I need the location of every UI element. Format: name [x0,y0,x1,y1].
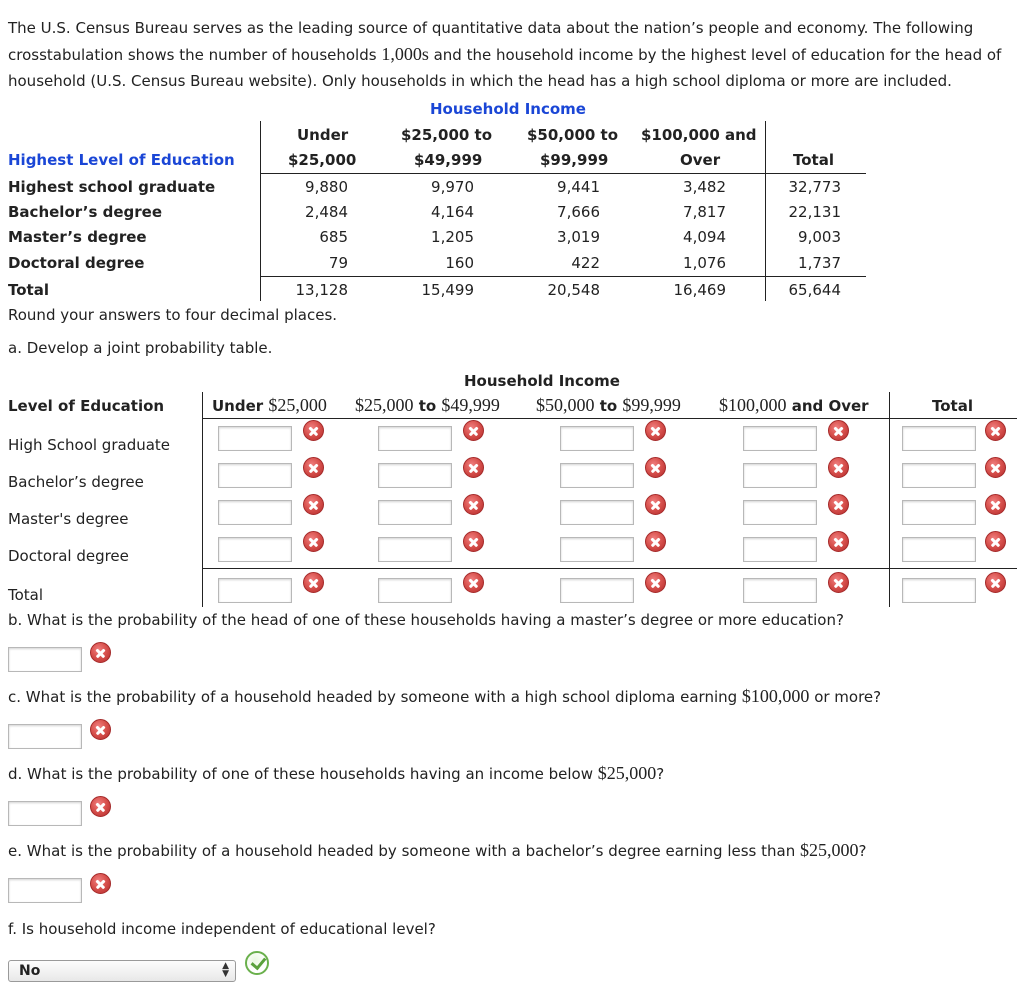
row-label: Master’s degree [8,228,147,246]
incorrect-icon [303,494,324,515]
part-b-input[interactable] [8,647,82,672]
crosstab-super-header: Household Income [430,100,586,118]
col-header: $50,000 to [527,126,619,144]
incorrect-icon [828,531,849,552]
cell: 1,076 [683,254,726,272]
cell: 3,482 [683,178,726,196]
col-header: $25,000 [288,151,357,169]
incorrect-icon [645,457,666,478]
incorrect-icon [985,494,1006,515]
cell: 22,131 [788,203,841,221]
answer-input[interactable] [902,578,976,603]
answer-input[interactable] [743,463,817,488]
answer-input[interactable] [218,537,292,562]
answer-input[interactable] [902,537,976,562]
cell: 7,817 [683,203,726,221]
cell: 422 [571,254,600,272]
cell: 79 [328,254,348,272]
joint-col-header-total: Total [932,397,973,415]
round-note: Round your answers to four decimal places. [8,306,338,324]
part-f-prompt: f. Is household income independent of educational level? [8,920,436,938]
answer-input[interactable] [218,578,292,603]
col-header: Total [793,151,834,169]
joint-row-label: Doctoral degree [8,547,129,565]
answer-input[interactable] [743,500,817,525]
col-header: $100,000 and [641,126,757,144]
answer-input[interactable] [743,426,817,451]
incorrect-icon [303,420,324,441]
joint-super-header: Household Income [464,372,620,390]
cell: 16,469 [673,281,726,299]
row-label: Highest school graduate [8,178,216,196]
cell: 32,773 [788,178,841,196]
cell: 2,484 [305,203,348,221]
incorrect-icon [90,719,111,740]
incorrect-icon [90,796,111,817]
incorrect-icon [303,531,324,552]
incorrect-icon [463,531,484,552]
crosstab-row-header: Highest Level of Education [8,151,235,169]
cell: 9,441 [557,178,600,196]
cell: 160 [445,254,474,272]
joint-col-header-4: $100,000 and Over [719,395,869,415]
incorrect-icon [90,873,111,894]
joint-row-label: Bachelor’s degree [8,473,144,491]
select-value: No [19,963,41,979]
incorrect-icon [985,531,1006,552]
joint-col-header-3: $50,000 to $99,999 [536,395,681,415]
col-header: $49,999 [414,151,483,169]
incorrect-icon [303,457,324,478]
incorrect-icon [828,457,849,478]
col-header: $25,000 to [401,126,493,144]
row-label: Bachelor’s degree [8,203,163,221]
incorrect-icon [303,572,324,593]
incorrect-icon [828,420,849,441]
incorrect-icon [463,457,484,478]
row-label: Doctoral degree [8,254,145,272]
answer-input[interactable] [378,463,452,488]
row-label: Total [8,281,49,299]
cell: 15,499 [421,281,474,299]
joint-col-header-1: Under $25,000 [212,395,327,415]
incorrect-icon [90,642,111,663]
cell: 9,003 [798,228,841,246]
answer-input[interactable] [743,537,817,562]
cell: 65,644 [788,281,841,299]
incorrect-icon [985,457,1006,478]
incorrect-icon [463,572,484,593]
cell: 9,970 [431,178,474,196]
joint-row-label: Total [8,586,44,604]
incorrect-icon [645,531,666,552]
cell: 4,094 [683,228,726,246]
part-e-prompt: e. What is the probability of a household headed by someone with a bachelor’s degree earning less than $25,000? [8,840,867,860]
answer-input[interactable] [560,578,634,603]
joint-row-header: Level of Education [8,397,165,415]
incorrect-icon [828,572,849,593]
answer-input[interactable] [560,426,634,451]
answer-input[interactable] [902,463,976,488]
part-c-input[interactable] [8,724,82,749]
select-arrows-icon: ▲ ▼ [222,961,229,979]
cell: 9,880 [305,178,348,196]
col-header: $99,999 [540,151,609,169]
part-d-input[interactable] [8,801,82,826]
unit-label: 1,000s [381,44,429,64]
cell: 4,164 [431,203,474,221]
incorrect-icon [985,420,1006,441]
answer-input[interactable] [378,578,452,603]
joint-row-label: High School graduate [8,436,171,454]
cell: 1,205 [431,228,474,246]
part-c-prompt: c. What is the probability of a household headed by someone with a high school diploma earning $100,000 or more? [8,686,882,706]
independence-select[interactable] [8,960,236,982]
answer-input[interactable] [378,500,452,525]
answer-input[interactable] [560,500,634,525]
answer-input[interactable] [378,426,452,451]
answer-input[interactable] [378,537,452,562]
col-header: Under [297,126,349,144]
incorrect-icon [645,494,666,515]
answer-input[interactable] [902,500,976,525]
answer-input[interactable] [560,463,634,488]
problem-intro: The U.S. Census Bureau serves as the leading source of quantitative data about the nation’s people and economy. The following crosstabulation shows the number of households 1,000s and the household income by the highest level of education for the head of household (U.S. Census Bureau website). Only households in which the head has a high school diploma or more are included. [8,19,1002,90]
cell: 3,019 [557,228,600,246]
answer-input[interactable] [560,537,634,562]
answer-input[interactable] [218,426,292,451]
cell: 13,128 [295,281,348,299]
joint-col-header-2: $25,000 to $49,999 [355,395,500,415]
incorrect-icon [828,494,849,515]
joint-row-label: Master's degree [8,510,129,528]
answer-input[interactable] [743,578,817,603]
incorrect-icon [463,420,484,441]
incorrect-icon [645,572,666,593]
part-a-prompt: a. Develop a joint probability table. [8,339,273,357]
correct-check-icon [245,951,269,975]
cell: 1,737 [798,254,841,272]
part-b-prompt: b. What is the probability of the head of one of these households having a master’s degree or more education? [8,611,844,629]
cell: 20,548 [547,281,600,299]
answer-input[interactable] [218,500,292,525]
part-d-prompt: d. What is the probability of one of these households having an income below $25,000? [8,763,665,783]
incorrect-icon [463,494,484,515]
col-header: Over [680,151,721,169]
answer-input[interactable] [218,463,292,488]
incorrect-icon [645,420,666,441]
incorrect-icon [985,572,1006,593]
part-e-input[interactable] [8,878,82,903]
cell: 685 [319,228,348,246]
cell: 7,666 [557,203,600,221]
answer-input[interactable] [902,426,976,451]
